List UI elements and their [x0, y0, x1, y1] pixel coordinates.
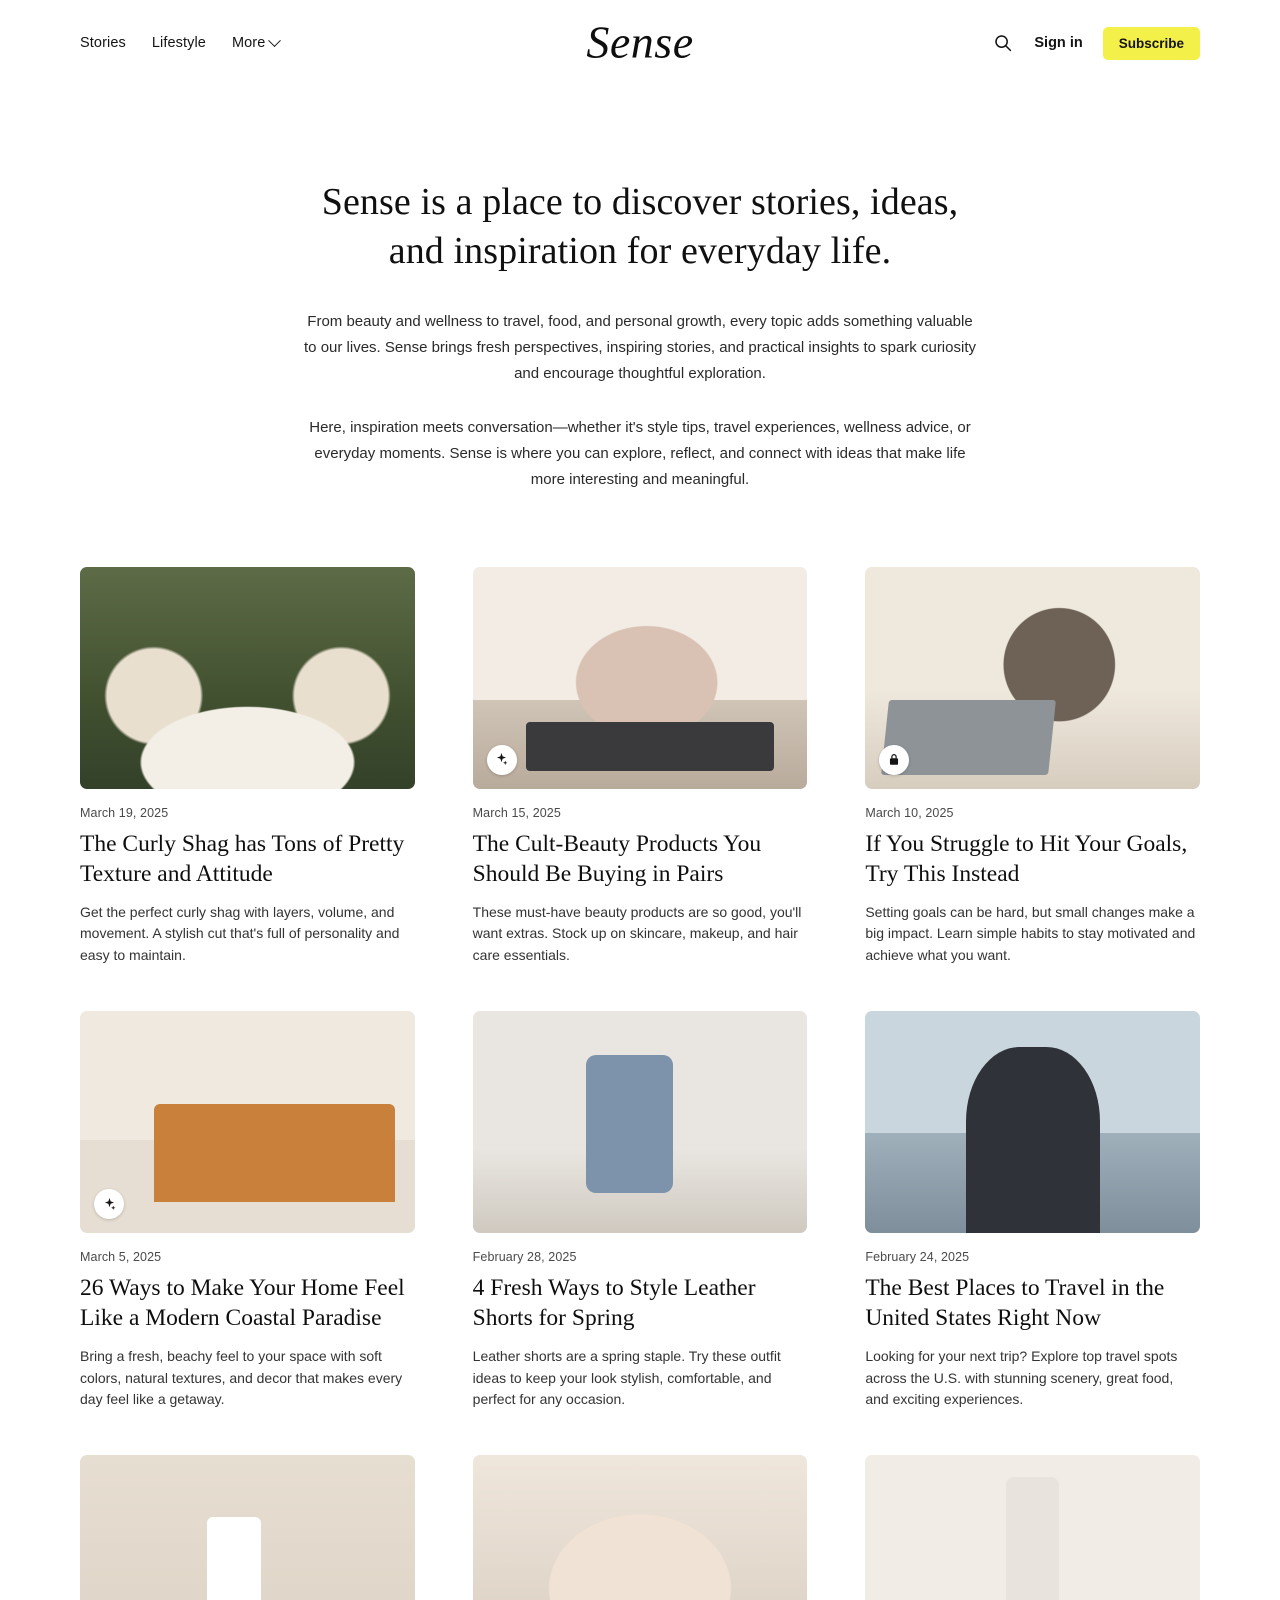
subscribe-button[interactable]: Subscribe — [1103, 27, 1200, 60]
post-thumbnail[interactable] — [865, 1011, 1200, 1233]
post-card — [473, 567, 808, 967]
post-date: March 19, 2025 — [80, 805, 169, 820]
hero-paragraph-2: Here, inspiration meets conversation—whether it's style tips, travel experiences, wellness advice, or everyday moments. Sense is where you can explore, reflect, and connect with ideas that make life more interesting and meaningful. — [309, 419, 971, 488]
post-thumbnail[interactable] — [473, 567, 808, 789]
post-thumbnail[interactable] — [80, 1455, 415, 1600]
post-title[interactable]: The Curly Shag has Tons of Pretty Texture and Attitude — [80, 830, 405, 887]
header-actions — [992, 27, 1200, 60]
nav-item-more-label: More — [231, 35, 266, 51]
post-excerpt: Looking for your next trip? Explore top travel spots across the U.S. with stunning scenery, great food, and exciting experiences. — [865, 1347, 1178, 1408]
post-title[interactable]: The Best Places to Travel in the United States Right Now — [865, 1275, 1165, 1331]
post-excerpt: Leather shorts are a spring staple. Try these outfit ideas to keep your look stylish, comfortable, and perfect for any occasion. — [472, 1347, 781, 1408]
post-title[interactable]: The Cult-Beauty Products You Should Be Buying in Pairs — [472, 830, 762, 887]
post-date: March 5, 2025 — [80, 1250, 162, 1265]
post-excerpt: Get the perfect curly shag with layers, volume, and movement. A stylish cut that's full of personality and easy to maintain. — [80, 903, 400, 964]
primary-nav — [80, 35, 279, 51]
post-excerpt: Bring a fresh, beachy feel to your space with soft colors, natural textures, and decor that makes every day feel like a getaway. — [80, 1347, 403, 1408]
site-header — [0, 0, 1280, 86]
post-thumbnail[interactable] — [473, 1455, 808, 1600]
site-logo[interactable]: Sense — [586, 16, 694, 68]
search-icon[interactable] — [992, 32, 1014, 54]
hero-section — [0, 86, 1280, 493]
post-thumbnail[interactable] — [80, 567, 415, 789]
post-card — [865, 567, 1200, 967]
nav-item-more[interactable] — [232, 35, 279, 51]
nav-item-stories[interactable]: Stories — [80, 35, 126, 51]
post-thumbnail[interactable] — [473, 1011, 808, 1233]
post-card — [80, 1455, 415, 1600]
post-card — [80, 567, 415, 967]
post-card — [865, 1455, 1200, 1600]
sign-in-link[interactable]: Sign in — [1034, 35, 1083, 51]
post-date: March 10, 2025 — [865, 805, 954, 820]
post-card — [80, 1011, 415, 1411]
post-title[interactable]: If You Struggle to Hit Your Goals, Try This Instead — [865, 830, 1188, 887]
post-card — [473, 1011, 808, 1411]
post-title[interactable]: 26 Ways to Make Your Home Feel Like a Modern Coastal Paradise — [80, 1275, 405, 1331]
post-excerpt: These must-have beauty products are so good, you'll want extras. Stock up on skincare, makeup, and hair care essentials. — [472, 903, 802, 964]
post-thumbnail[interactable] — [865, 567, 1200, 789]
chevron-down-icon — [269, 34, 282, 47]
post-card — [473, 1455, 808, 1600]
post-date: February 28, 2025 — [472, 1250, 577, 1265]
sparkle-icon — [487, 745, 517, 775]
post-title[interactable]: 4 Fresh Ways to Style Leather Shorts for Spring — [472, 1275, 756, 1331]
lock-icon — [879, 745, 909, 775]
post-grid — [80, 567, 1200, 1600]
hero-paragraph-1: From beauty and wellness to travel, food, and personal growth, every topic adds something valuable to our lives. Sense brings fresh perspectives, inspiring stories, and practical insights to spark curiosity and encourage thoughtful exploration. — [304, 313, 976, 383]
post-date: March 15, 2025 — [472, 805, 561, 820]
post-excerpt: Setting goals can be hard, but small changes make a big impact. Learn simple habits to stay motivated and achieve what you want. — [865, 903, 1196, 964]
post-card — [865, 1011, 1200, 1411]
post-thumbnail[interactable] — [865, 1455, 1200, 1600]
sparkle-icon — [94, 1189, 124, 1219]
nav-item-lifestyle[interactable]: Lifestyle — [151, 35, 206, 51]
page-title: Sense is a place to discover stories, ideas, and inspiration for everyday life. — [321, 181, 959, 272]
post-thumbnail[interactable] — [80, 1011, 415, 1233]
post-date: February 24, 2025 — [865, 1250, 970, 1265]
